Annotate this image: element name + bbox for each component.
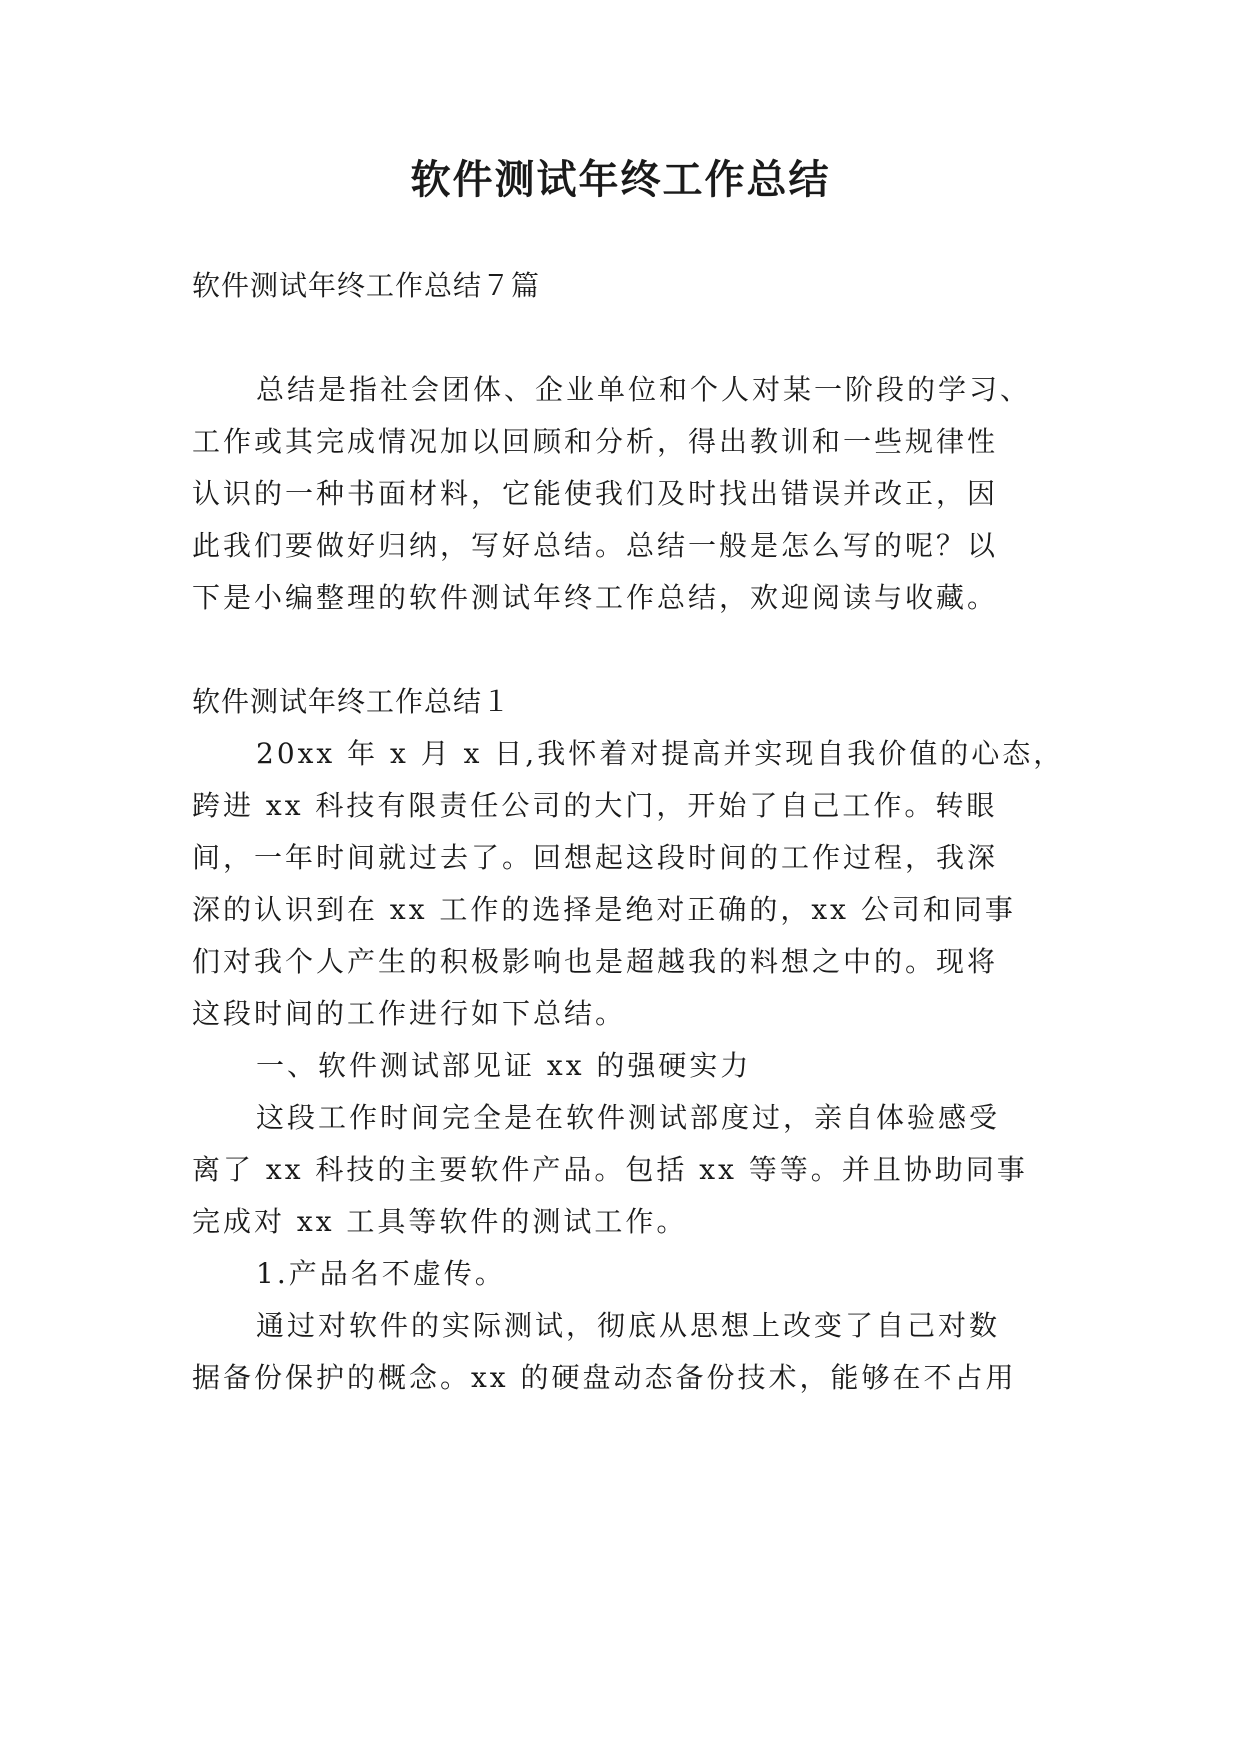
intro-line: 此我们要做好归纳，写好总结。总结一般是怎么写的呢？以 (192, 529, 999, 562)
intro-line: 下是小编整理的软件测试年终工作总结，欢迎阅读与收藏。 (192, 581, 999, 614)
section-1-heading: 软件测试年终工作总结１ (192, 685, 512, 718)
section-1-paragraph-2-line: 这段工作时间完全是在软件测试部度过，亲自体验感受 (256, 1101, 1001, 1134)
section-1-paragraph-line: 这段时间的工作进行如下总结。 (192, 997, 627, 1030)
section-1-paragraph-line: 跨进 xx 科技有限责任公司的大门，开始了自己工作。转眼 (192, 789, 998, 822)
intro-line: 工作或其完成情况加以回顾和分析，得出教训和一些规律性 (192, 425, 999, 458)
section-1-paragraph-2-line: 离了 xx 科技的主要软件产品。包括 xx 等等。并且协助同事 (192, 1153, 1028, 1186)
intro-line: 总结是指社会团体、企业单位和个人对某一阶段的学习、 (256, 373, 1032, 406)
document-subtitle: 软件测试年终工作总结７篇 (192, 269, 541, 302)
section-1-paragraph-line: 间，一年时间就过去了。回想起这段时间的工作过程，我深 (192, 841, 999, 874)
intro-line: 认识的一种书面材料，它能使我们及时找出错误并改正，因 (192, 477, 999, 510)
section-1-paragraph-line: 们对我个人产生的积极影响也是超越我的料想之中的。现将 (192, 945, 999, 978)
section-1-paragraph-3-line: 通过对软件的实际测试，彻底从思想上改变了自己对数 (256, 1309, 1001, 1342)
subheading-1: 一、软件测试部见证 xx 的强硬实力 (256, 1049, 752, 1082)
document-title: 软件测试年终工作总结 (410, 157, 831, 203)
section-1-paragraph-line: 20xx 年 x 月 x 日,我怀着对提高并实现自我价值的心态， (256, 737, 1065, 770)
section-1-paragraph-2-line: 完成对 xx 工具等软件的测试工作。 (192, 1205, 688, 1238)
section-1-paragraph-3-line: 据备份保护的概念。xx 的硬盘动态备份技术，能够在不占用 (192, 1361, 1017, 1394)
section-1-paragraph-line: 深的认识到在 xx 工作的选择是绝对正确的，xx 公司和同事 (192, 893, 1016, 926)
list-item-1: 1.产品名不虚传。 (256, 1257, 506, 1290)
